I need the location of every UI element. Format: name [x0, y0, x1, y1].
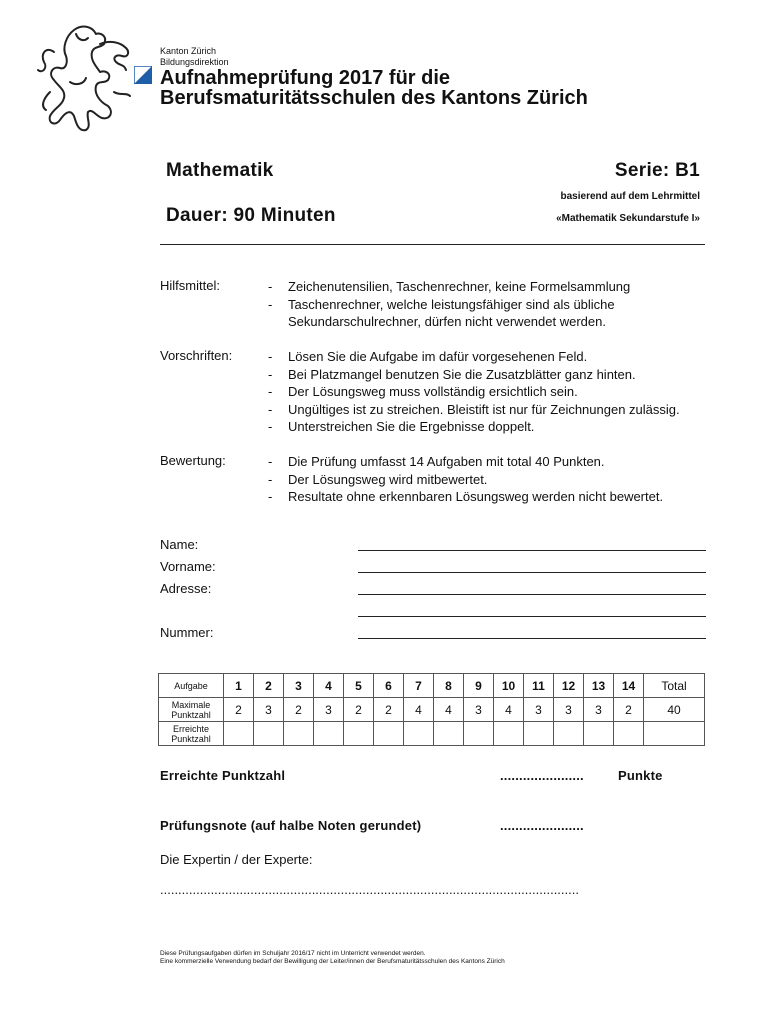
score-table	[158, 673, 705, 746]
reached-points-cell[interactable]	[374, 722, 404, 746]
list-item: - Unterstreichen Sie die Ergebnisse doppelt.	[268, 418, 708, 436]
table-row	[159, 722, 705, 746]
lion-logo	[30, 22, 142, 134]
canton-name: Kanton Zürich	[160, 46, 217, 56]
duration-title: Dauer: 90 Minuten	[166, 205, 336, 226]
table-cell: 12	[554, 674, 584, 698]
table-cell: 2	[614, 698, 644, 722]
table-cell: 4	[314, 674, 344, 698]
reached-points-cell[interactable]	[584, 722, 614, 746]
adresse-label: Adresse:	[160, 581, 212, 596]
lion-icon	[30, 22, 142, 134]
table-cell: 4	[404, 698, 434, 722]
department-name: Bildungsdirektion	[160, 57, 229, 67]
table-cell: 2	[344, 698, 374, 722]
table-row	[159, 698, 705, 722]
reached-total-cell[interactable]	[644, 722, 705, 746]
reached-points-cell[interactable]	[404, 722, 434, 746]
nummer-label: Nummer:	[160, 625, 214, 640]
table-cell: 7	[404, 674, 434, 698]
grade-dots[interactable]: ......................	[500, 818, 584, 833]
document-title-line2: Berufsmaturitätsschulen des Kantons Zürich	[160, 87, 588, 109]
header-divider	[160, 244, 705, 245]
hilfsmittel-label: Hilfsmittel:	[160, 278, 220, 293]
table-cell: Aufgabe	[159, 674, 224, 698]
document-title-line1: Aufnahmeprüfung 2017 für die	[160, 67, 451, 89]
table-cell: 1	[224, 674, 254, 698]
reached-points-cell[interactable]	[434, 722, 464, 746]
table-cell: 3	[464, 698, 494, 722]
name-field[interactable]	[358, 550, 706, 551]
expert-label: Die Expertin / der Experte:	[160, 852, 313, 867]
table-cell: 2	[374, 698, 404, 722]
table-cell: 3	[314, 698, 344, 722]
adresse-field-line2[interactable]	[358, 616, 706, 617]
subject-title: Mathematik	[166, 160, 274, 181]
footer-line2: Eine kommerzielle Verwendung bedarf der Bewilligung der Leiter/innen der Berufsmaturitätsschulen des Kantons Zürich	[160, 958, 505, 965]
reached-points-cell[interactable]	[524, 722, 554, 746]
based-on-text: basierend auf dem Lehrmittel	[560, 191, 700, 202]
textbook-name: «Mathematik Sekundarstufe I»	[556, 213, 700, 224]
bewertung-list	[268, 453, 708, 506]
expert-signature-dots[interactable]: ....................................................................................................................	[160, 882, 579, 897]
vorname-field[interactable]	[358, 572, 706, 573]
table-cell: 3	[254, 698, 284, 722]
nummer-field[interactable]	[358, 638, 706, 639]
reached-points-cell[interactable]	[554, 722, 584, 746]
table-cell: 4	[434, 698, 464, 722]
table-cell: 8	[434, 674, 464, 698]
reached-points-cell[interactable]	[464, 722, 494, 746]
points-label: Punkte	[618, 768, 663, 783]
table-cell: 40	[644, 698, 705, 722]
table-cell: 3	[524, 698, 554, 722]
table-cell: 11	[524, 674, 554, 698]
reached-points-cell[interactable]	[344, 722, 374, 746]
series-label: Serie: B1	[614, 160, 700, 181]
vorschriften-label: Vorschriften:	[160, 348, 233, 363]
table-cell: 6	[374, 674, 404, 698]
table-cell: Erreichte Punktzahl	[159, 722, 224, 746]
list-item: - Bei Platzmangel benutzen Sie die Zusatzblätter ganz hinten.	[268, 366, 708, 384]
table-cell: 3	[554, 698, 584, 722]
hilfsmittel-list	[268, 278, 708, 331]
reached-points-dots[interactable]: ......................	[500, 768, 584, 783]
table-cell: 2	[284, 698, 314, 722]
table-cell: Maximale Punktzahl	[159, 698, 224, 722]
table-cell: Total	[644, 674, 705, 698]
table-cell: 4	[494, 698, 524, 722]
table-row	[159, 674, 705, 698]
table-cell: 2	[254, 674, 284, 698]
reached-points-cell[interactable]	[614, 722, 644, 746]
table-cell: 14	[614, 674, 644, 698]
table-cell: 10	[494, 674, 524, 698]
list-item: - Taschenrechner, welche leistungsfähiger sind als übliche Sekundarschulrechner, dürfen nicht verwendet werden.	[268, 296, 708, 331]
table-cell: 3	[284, 674, 314, 698]
table-cell: 2	[224, 698, 254, 722]
grade-label: Prüfungsnote (auf halbe Noten gerundet)	[160, 818, 422, 833]
reached-points-cell[interactable]	[314, 722, 344, 746]
table-cell: 13	[584, 674, 614, 698]
name-label: Name:	[160, 537, 199, 552]
reached-points-cell[interactable]	[284, 722, 314, 746]
list-item: - Resultate ohne erkennbaren Lösungsweg werden nicht bewertet.	[268, 488, 708, 506]
list-item: - Der Lösungsweg muss vollständig ersichtlich sein.	[268, 383, 708, 401]
vorschriften-list	[268, 348, 708, 436]
list-item: - Ungültiges ist zu streichen. Bleistift ist nur für Zeichnungen zulässig.	[268, 401, 708, 419]
table-cell: 3	[584, 698, 614, 722]
list-item: - Der Lösungsweg wird mitbewertet.	[268, 471, 708, 489]
vorname-label: Vorname:	[160, 559, 216, 574]
footer-line1: Diese Prüfungsaufgaben dürfen im Schuljahr 2016/17 nicht im Unterricht verwendet werden.	[160, 950, 426, 957]
list-item: - Lösen Sie die Aufgabe im dafür vorgesehenen Feld.	[268, 348, 708, 366]
bewertung-label: Bewertung:	[160, 453, 226, 468]
reached-points-label: Erreichte Punktzahl	[160, 768, 286, 783]
list-item: - Die Prüfung umfasst 14 Aufgaben mit total 40 Punkten.	[268, 453, 708, 471]
table-cell: 5	[344, 674, 374, 698]
reached-points-cell[interactable]	[494, 722, 524, 746]
list-item: - Zeichenutensilien, Taschenrechner, keine Formelsammlung	[268, 278, 708, 296]
adresse-field[interactable]	[358, 594, 706, 595]
reached-points-cell[interactable]	[254, 722, 284, 746]
table-cell: 9	[464, 674, 494, 698]
reached-points-cell[interactable]	[224, 722, 254, 746]
canton-flag-icon	[134, 66, 152, 84]
